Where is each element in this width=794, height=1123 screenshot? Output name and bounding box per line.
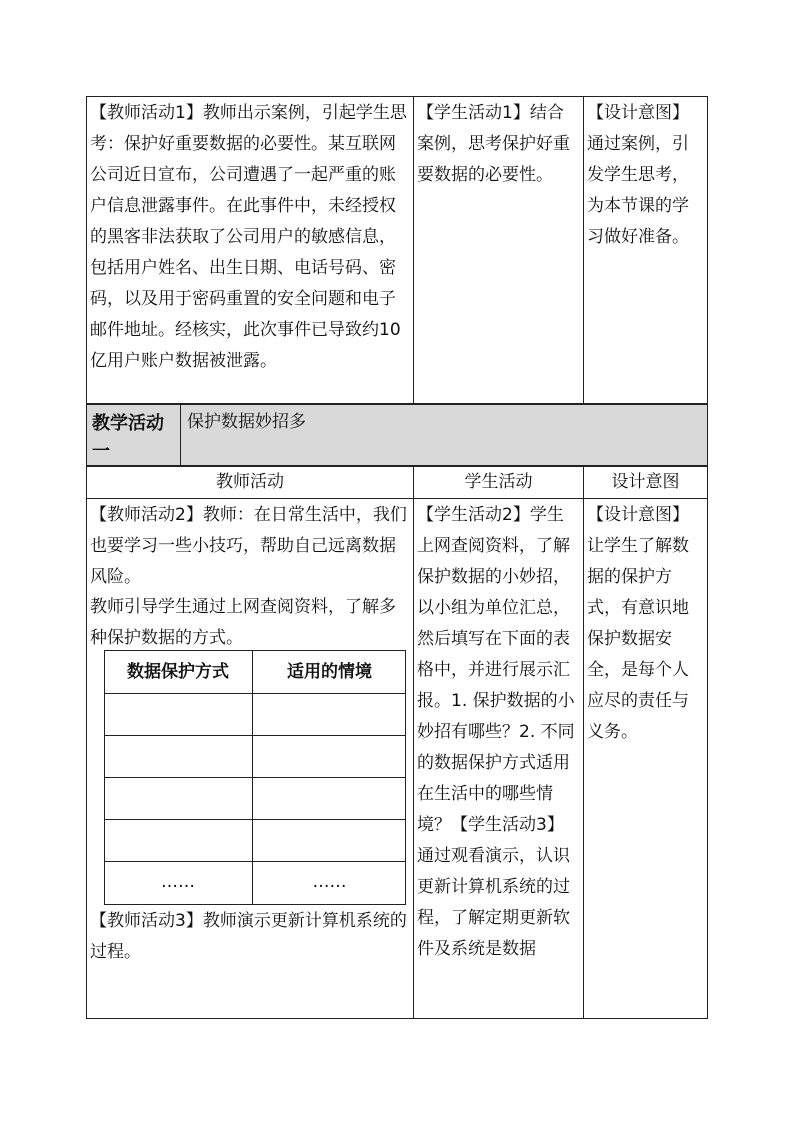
table-cell-method-ellipsis: ……	[161, 872, 195, 892]
table-row-divider	[104, 819, 406, 820]
table-row-divider	[104, 693, 406, 694]
bottom-teacher-text-1: 【教师活动2】教师：在日常生活中，我们也要学习一些小技巧，帮助自己远离数据风险。	[90, 505, 407, 587]
header-student: 学生活动	[464, 472, 533, 492]
activity-label: 教学活动一	[92, 413, 164, 462]
table-row-divider	[104, 777, 406, 778]
header-design: 设计意图	[611, 472, 680, 492]
table-header-context: 适用的情境	[287, 662, 372, 682]
data-protection-table	[104, 650, 406, 905]
bottom-student-text: 【学生活动2】学生上网查阅资料，了解保护数据的小妙招，以小组为单位汇总，然后填写在下面的表格中，并进行展示汇报。1. 保护数据的小妙招有哪些？2. 不同的数据保护方式适用在生活中的哪些情境？【学生活动3】通过观看演示，认识更新计算机系统的过程，了解定期更新软件及系统是数据	[417, 505, 575, 959]
table-cell-context-ellipsis: ……	[312, 872, 347, 892]
top-teacher-text: 【教师活动1】教师出示案例，引起学生思考：保护好重要数据的必要性。某互联网公司近日宣布，公司遭遇了一起严重的账户信息泄露事件。在此事件中，未经授权的黑客非法获取了公司用户的敏感信息，包括用户姓名、出生日期、电话号码、密码，以及用于密码重置的安全问题和电子邮件地址。经核实，此次事件已导致约10亿用户账户数据被泄露。	[90, 103, 407, 371]
bottom-teacher-text-3: 【教师活动3】教师演示更新计算机系统的过程。	[90, 911, 407, 962]
activity-title: 保护数据妙招多	[187, 412, 306, 432]
header-teacher: 教师活动	[216, 472, 284, 492]
bottom-design-text: 【设计意图】让学生了解数据的保护方式，有意识地保护数据安全，是每个人应尽的责任与义务。	[587, 505, 689, 742]
table-header-method: 数据保护方式	[127, 662, 229, 682]
top-design-text: 【设计意图】通过案例，引发学生思考，为本节课的学习做好准备。	[587, 103, 689, 247]
table-row-divider	[104, 735, 406, 736]
bottom-teacher-text-2: 教师引导学生通过上网查阅资料，了解多种保护数据的方式。	[90, 597, 396, 648]
top-student-text: 【学生活动1】结合案例，思考保护好重要数据的必要性。	[417, 103, 570, 185]
